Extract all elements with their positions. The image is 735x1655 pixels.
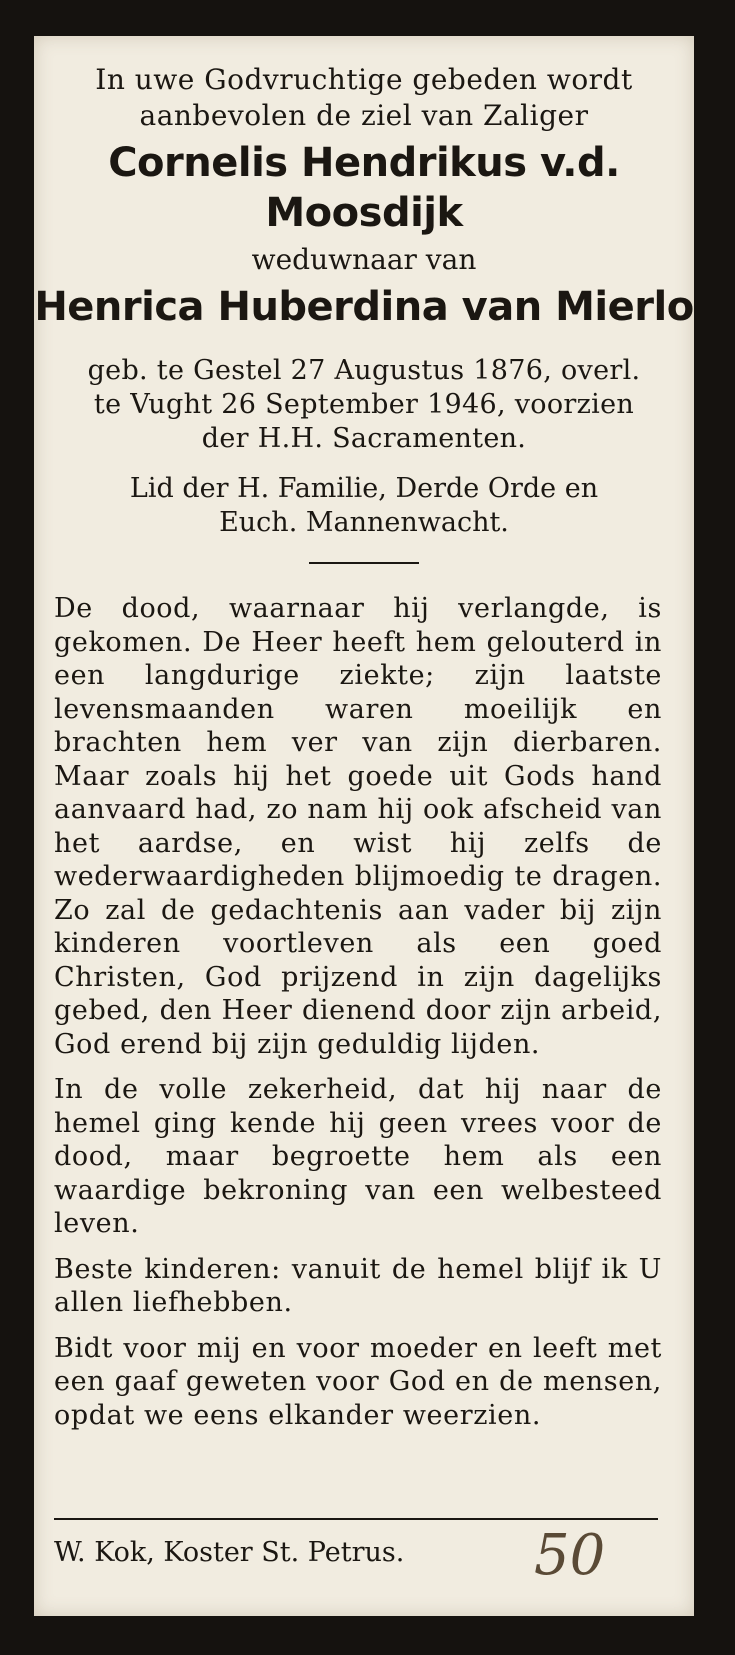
paragraph: De dood, waarnaar hij verlangde, is gekomen. De Heer heeft hem gelouterd in een langdurige ziekte; zijn laatste levensmaanden waren moeilijk en brachten hem ver van zijn dierbaren. Maar zoals hij het goede uit Gods hand aanvaard had, zo nam hij ook afscheid van het aardse, en wist hij zelfs de wederwaardigheden blijmoedig te dragen. Zo zal de gedachtenis aan vader bij zijn kinderen voortleven als een goed Christen, God prijzend in zijn dagelijks gebed, den Heer dienend door zijn arbeid, God erend bij zijn geduldig lijden. — [54, 593, 662, 1060]
intro-line-1: In uwe Godvruchtige gebeden wordt — [95, 63, 633, 96]
deceased-name: Cornelis Hendrikus v.d. Moosdijk — [108, 140, 620, 236]
member-line-1: Lid der H. Familie, Derde Orde en — [129, 473, 599, 504]
intro-text — [34, 62, 694, 134]
card-body — [54, 592, 662, 1432]
intro-line-2: aanbevolen de ziel van Zaliger — [139, 99, 589, 132]
paragraph: In de volle zekerheid, dat hij naar de hemel ging kende hij geen vrees voor de dood, maar begroette hem als een waardige bekroning van een welbesteed leven. — [54, 1074, 662, 1239]
paragraph: Beste kinderen: vanuit de hemel blijf ik U allen liefhebben. — [54, 1253, 662, 1318]
member-line-2: Euch. Mannenwacht. — [219, 507, 509, 538]
footer-text: W. Kok, Koster St. Petrus. — [54, 1537, 405, 1568]
dates-text — [34, 354, 694, 456]
spouse-name: Henrica Huberdina van Mierlo — [34, 284, 694, 330]
divider — [309, 562, 419, 564]
dates-line-2: te Vught 26 September 1946, voorzien — [93, 389, 635, 420]
memorial-card — [34, 36, 694, 1616]
handwritten-number: 50 — [534, 1523, 606, 1588]
paragraph: Bidt voor mij en voor moeder en leeft met een gaaf geweten voor God en de mensen, opdat we eens elkander weerzien. — [54, 1332, 662, 1431]
footer-rule — [54, 1518, 658, 1520]
relation-text: weduwnaar van — [251, 243, 477, 276]
dates-line-1: geb. te Gestel 27 Augustus 1876, overl. — [87, 355, 641, 386]
membership-text — [34, 472, 694, 540]
dates-line-3: der H.H. Sacramenten. — [201, 423, 527, 454]
